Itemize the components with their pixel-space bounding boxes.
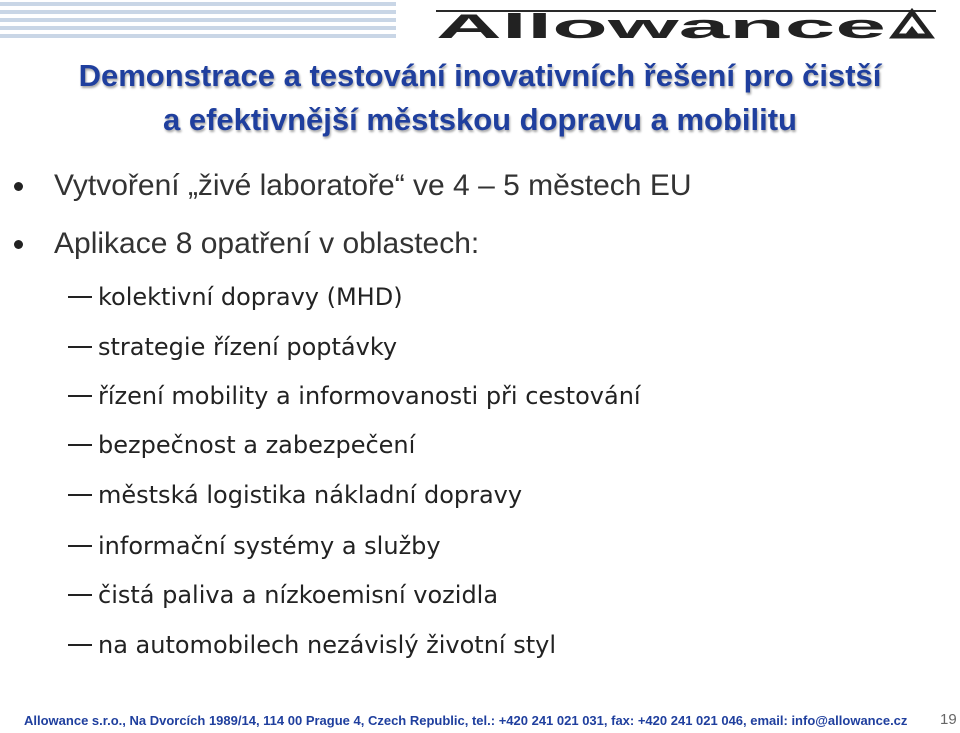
- dash-icon: [68, 494, 92, 496]
- footer-contact: Allowance s.r.o., Na Dvorcích 1989/14, 114 00 Prague 4, Czech Republic, tel.: +420 241 021 031, fax: +420 241 021 046, email: info@allowance.cz: [24, 713, 908, 728]
- dash-icon: [68, 346, 92, 348]
- svg-text:Allowance: Allowance: [436, 8, 886, 42]
- dash-icon: [68, 545, 92, 547]
- dash-icon: [68, 444, 92, 446]
- dash-icon: [68, 395, 92, 397]
- dash-icon: [68, 594, 92, 596]
- title-line-1: Demonstrace a testování inovativních řešení pro čistší: [78, 58, 882, 93]
- decorative-stripes: [0, 0, 400, 44]
- allowance-logo: [436, 6, 936, 42]
- page-number: 19: [940, 711, 957, 728]
- dash-icon: [68, 296, 92, 298]
- title-line-2: a efektivnější městskou dopravu a mobilitu: [163, 102, 797, 137]
- bullet-dot-icon: [14, 240, 23, 249]
- bullet-dot-icon: [14, 182, 23, 191]
- slide-title: [0, 54, 960, 142]
- dash-icon: [68, 644, 92, 646]
